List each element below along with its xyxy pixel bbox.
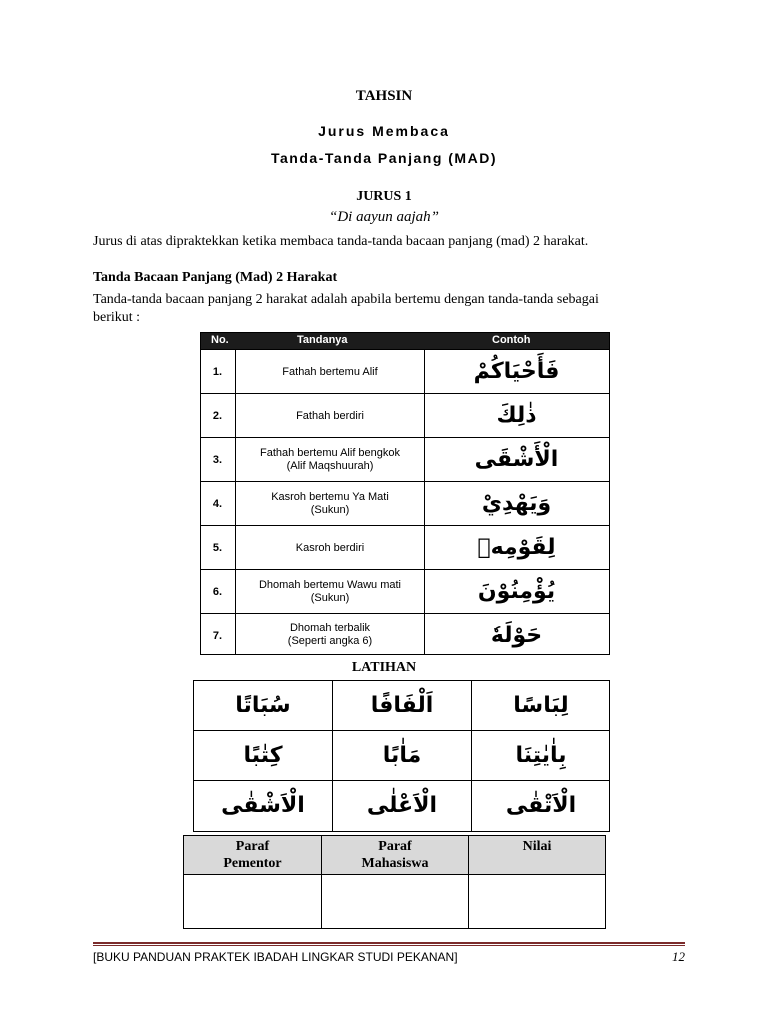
row-number: 2. — [212, 410, 223, 422]
paraf-table — [183, 835, 606, 929]
row-tanda: Kasroh berdiri — [235, 526, 425, 570]
subtitle: Jurus Membaca — [318, 123, 450, 139]
row-number: 3. — [212, 454, 223, 466]
table-row — [201, 437, 609, 482]
latihan-word: سُبَاتًا — [235, 693, 291, 718]
table-row — [201, 525, 609, 570]
latihan-word: الْاَعْلٰى — [366, 793, 438, 818]
header-no: No. — [211, 334, 229, 346]
paraf-mahasiswa-cell[interactable] — [322, 875, 468, 928]
latihan-word: بِاٰيٰتِنَا — [515, 743, 567, 768]
header-tandanya: Tandanya — [297, 334, 348, 346]
nilai-cell[interactable] — [469, 875, 605, 928]
row-contoh: الْأَشْقَى — [474, 447, 559, 472]
table-row — [201, 613, 609, 655]
row-tanda: Fathah berdiri — [235, 394, 425, 438]
row-tanda: Kasroh bertemu Ya Mati (Sukun) — [235, 482, 425, 526]
mad-rules-table — [200, 332, 610, 655]
latihan-word: كِتٰبًا — [243, 743, 283, 768]
section-body-cont: berikut : — [93, 310, 141, 325]
table-header — [201, 333, 609, 349]
row-tanda: Fathah bertemu Alif bengkok (Alif Maqshuurah) — [235, 438, 425, 482]
jurus-heading: JURUS 1 — [356, 189, 412, 204]
nilai-header: Nilai — [469, 836, 605, 874]
table-row — [201, 569, 609, 614]
latihan-word: الْاَتْقٰى — [505, 793, 577, 818]
row-contoh: ذٰلِكَ — [496, 403, 537, 428]
section-body: Tanda-tanda bacaan panjang 2 harakat adalah apabila bertemu dengan tanda-tanda sebagai — [93, 292, 599, 307]
latihan-table — [193, 680, 610, 832]
row-number: 4. — [212, 498, 223, 510]
row-contoh: وَيَهْدِيْ — [481, 491, 552, 516]
table-row — [201, 349, 609, 394]
row-number: 5. — [212, 542, 223, 554]
latihan-title: LATIHAN — [351, 660, 417, 675]
footer-title: [BUKU PANDUAN PRAKTEK IBADAH LINGKAR STUDI PEKANAN] — [93, 950, 458, 964]
subtitle-mad: Tanda-Tanda Panjang (MAD) — [271, 150, 497, 166]
latihan-word: الْاَشْقٰى — [221, 793, 305, 818]
row-tanda: Dhomah terbalik (Seperti angka 6) — [235, 614, 425, 655]
paraf-pementor-header: Paraf Pementor — [184, 836, 321, 874]
header-contoh: Contoh — [492, 334, 531, 346]
row-number: 6. — [212, 586, 223, 598]
footer-rule — [93, 942, 685, 944]
row-tanda: Fathah bertemu Alif — [235, 350, 425, 394]
page-title: TAHSIN — [355, 88, 413, 104]
latihan-word: مَاٰبًا — [382, 743, 422, 768]
intro-paragraph: Jurus di atas dipraktekkan ketika membaca tanda-tanda bacaan panjang (mad) 2 harakat. — [93, 234, 589, 249]
latihan-word: اَلْفَافًا — [370, 693, 434, 718]
row-contoh: فَأَحْيَاكُمْ — [473, 359, 560, 384]
row-tanda: Dhomah bertemu Wawu mati (Sukun) — [235, 570, 425, 614]
page-number: 12 — [672, 949, 685, 964]
paraf-mahasiswa-header: Paraf Mahasiswa — [322, 836, 468, 874]
paraf-pementor-cell[interactable] — [184, 875, 321, 928]
latihan-word: لِبَاسًا — [513, 693, 569, 718]
footer-rule-thin — [93, 945, 685, 946]
table-row — [201, 393, 609, 438]
table-row — [201, 481, 609, 526]
row-contoh: حَوْلَهٗ — [490, 623, 543, 648]
jurus-motto: “Di aayun aajah” — [328, 209, 439, 225]
section-heading: Tanda Bacaan Panjang (Mad) 2 Harakat — [93, 270, 338, 285]
row-number: 1. — [212, 366, 223, 378]
row-number: 7. — [212, 630, 223, 642]
row-contoh: لِقَوْمِهٖ — [477, 535, 556, 560]
row-contoh: يُؤْمِنُوْنَ — [477, 579, 556, 604]
